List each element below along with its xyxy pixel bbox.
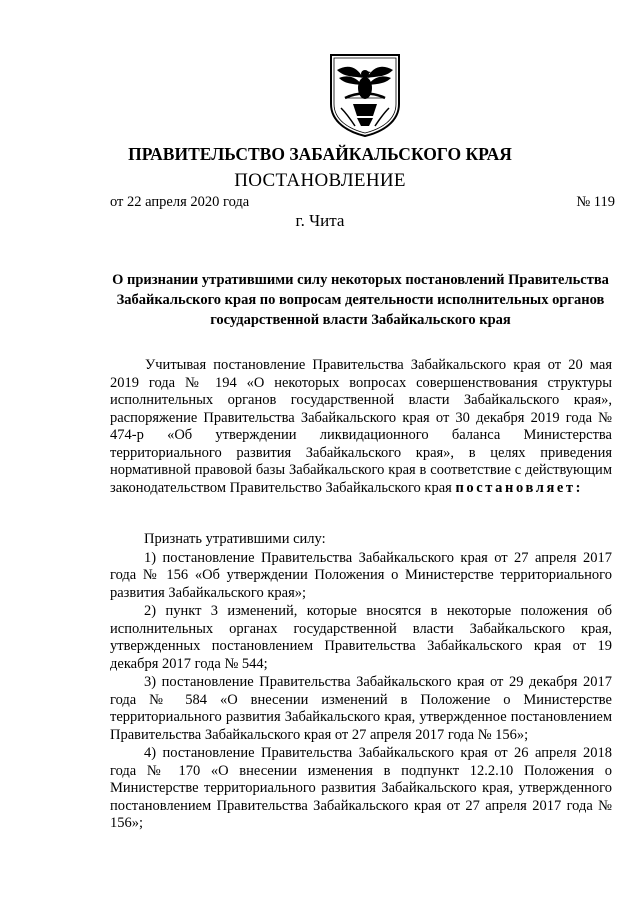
- resolves-keyword: постановляет:: [455, 479, 584, 496]
- document-date: от 22 апреля 2020 года: [110, 194, 250, 210]
- list-item: 2) пункт 3 изменений, которые вносятся в некоторые положения об исполнительных органах государственной власти Забайкальского края, утвержденных постановлением Правительства Забайкальского края от 19 декабря 2017 года № 544;: [110, 603, 612, 672]
- list-item: 1) постановление Правительства Забайкальского края от 27 апреля 2017 года № 156 «Об утверждении Положения о Министерстве территориального развития Забайкальского края»;: [110, 549, 612, 601]
- list-item: 3) постановление Правительства Забайкальского края от 29 декабря 2017 года № 584 «О внесении изменений в Положение о Министерстве территориального развития Забайкальского края, утвержденное постановлением Правительства Забайкальского края от 27 апреля 2017 года № 156»;: [110, 674, 612, 743]
- document-number: № 119: [576, 194, 615, 210]
- government-name: ПРАВИТЕЛЬСТВО ЗАБАЙКАЛЬСКОГО КРАЯ: [128, 144, 512, 164]
- coat-of-arms-emblem: [327, 52, 403, 138]
- document-city: г. Чита: [295, 211, 345, 230]
- preamble-paragraph: [110, 357, 612, 497]
- preamble-text: Учитывая постановление Правительства Забайкальского края от 20 мая 2019 года № 194 «О некоторых вопросах совершенствования структуры исполнительных органов государственной власти Забайкальского края», распоряжение Правительства Забайкальского края от 30 декабря 2019 года № 474-р «Об утверждении ликвидационного баланса Министерства территориального развития Забайкальского края», в целях приведения нормативной правовой базы Забайкальского края в соответствие с действующим законодательством Правительство Забайкальского края: [110, 357, 612, 496]
- document-title: О признании утратившими силу некоторых постановлений Правительства Забайкальского края по вопросам деятельности исполнительных органов государственной власти Забайкальского края: [112, 272, 609, 328]
- document-type: ПОСТАНОВЛЕНИЕ: [234, 170, 406, 191]
- list-item: 4) постановление Правительства Забайкальского края от 26 апреля 2018 года № 170 «О внесении изменения в подпункт 12.2.10 Положения о Министерстве территориального развития Забайкальского края, утвержденного постановлением Правительства Забайкальского края от 27 апреля 2017 года № 156»;: [110, 745, 612, 831]
- list-intro: Признать утратившими силу:: [144, 531, 326, 547]
- repealed-list: [110, 531, 612, 833]
